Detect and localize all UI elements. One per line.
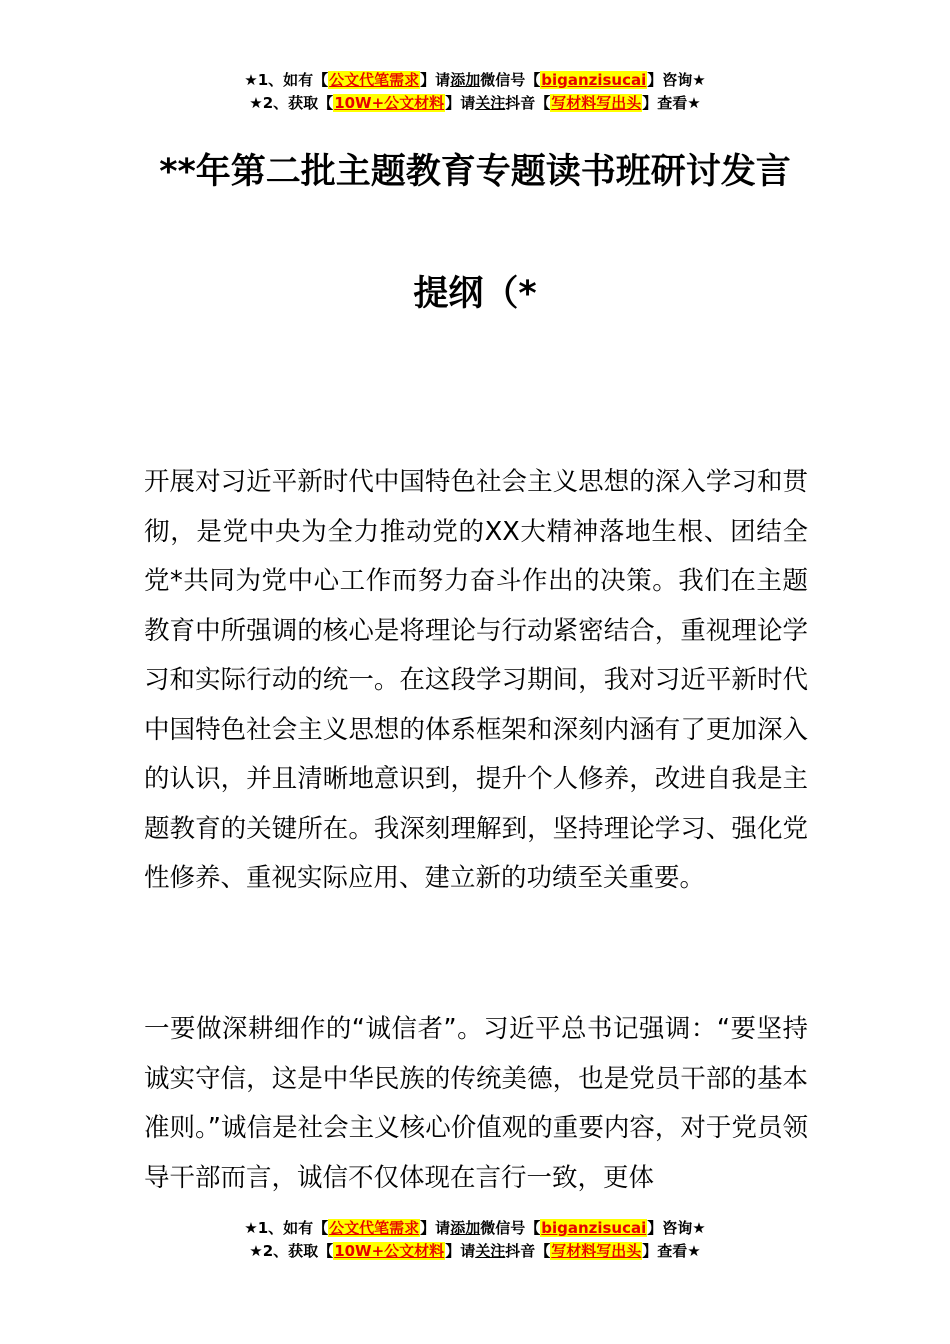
banner-text: 抖音【 <box>505 94 551 112</box>
banner-wechat-id: biganzisucai <box>541 1219 647 1237</box>
banner-text: 】查看★ <box>642 94 701 112</box>
body-paragraph-1: 开展对习近平新时代中国特色社会主义思想的深入学习和贯彻，是党中央为全力推动党的XX大精神落地生根、团结全党*共同为党中心工作而努力奋斗作出的决策。我们在主题教育中所强调的核心是将理论与行动紧密结合，重视理论学习和实际行动的统一。在这段学习期间，我对习近平新时代中国特色社会主义思想的体系框架和深刻内涵有了更加深入的认识，并且清晰地意识到，提升个人修养，改进自我是主题教育的关键所在。我深刻理解到，坚持理论学习、强化党性修养、重视实际应用、建立新的功绩至关重要。 <box>144 467 808 893</box>
banner-text: ★2、获取【 <box>249 1242 334 1260</box>
banner-text: 】请 <box>420 1219 451 1237</box>
banner-text: 】请 <box>445 94 476 112</box>
banner-text: 微信号【 <box>480 71 541 89</box>
banner-underline: 关注 <box>475 1242 506 1260</box>
banner-highlight: 公文代笔需求 <box>329 1219 420 1237</box>
document-title: **年第二批主题教育专题读书班研讨发言 <box>159 152 791 192</box>
banner-douyin-id: 写材料写出头 <box>551 1242 642 1260</box>
document-title-continued: 提纲（* <box>413 274 537 314</box>
banner-text: 微信号【 <box>480 1219 541 1237</box>
banner-text: 】查看★ <box>642 1242 701 1260</box>
banner-highlight: 10W+公文材料 <box>334 94 445 112</box>
banner-highlight: 公文代笔需求 <box>329 71 420 89</box>
body-paragraph-2: 一要做深耕细作的“诚信者”。习近平总书记强调：“要坚持诚实守信，这是中华民族的传统美德，也是党员干部的基本准则。”诚信是社会主义核心价值观的重要内容，对于党员领导干部而言，诚信不仅体现在言行一致，更体 <box>144 1014 808 1193</box>
banner-line-2 <box>0 92 950 115</box>
banner-text: 】请 <box>445 1242 476 1260</box>
banner-text: ★2、获取【 <box>249 94 334 112</box>
banner-underline: 添加 <box>450 1219 481 1237</box>
banner-text: 】请 <box>420 71 451 89</box>
header-banner <box>0 69 950 115</box>
banner-text: ★1、如有【 <box>244 1219 329 1237</box>
banner-text: 】咨询★ <box>647 71 706 89</box>
banner-line-1 <box>0 1217 950 1240</box>
banner-text: 抖音【 <box>505 1242 551 1260</box>
banner-line-2 <box>0 1240 950 1263</box>
footer-banner <box>0 1217 950 1263</box>
banner-douyin-id: 写材料写出头 <box>551 94 642 112</box>
banner-highlight: 10W+公文材料 <box>334 1242 445 1260</box>
banner-text: ★1、如有【 <box>244 71 329 89</box>
banner-text: 】咨询★ <box>647 1219 706 1237</box>
banner-underline: 关注 <box>475 94 506 112</box>
banner-wechat-id: biganzisucai <box>541 71 647 89</box>
banner-underline: 添加 <box>450 71 481 89</box>
banner-line-1 <box>0 69 950 92</box>
